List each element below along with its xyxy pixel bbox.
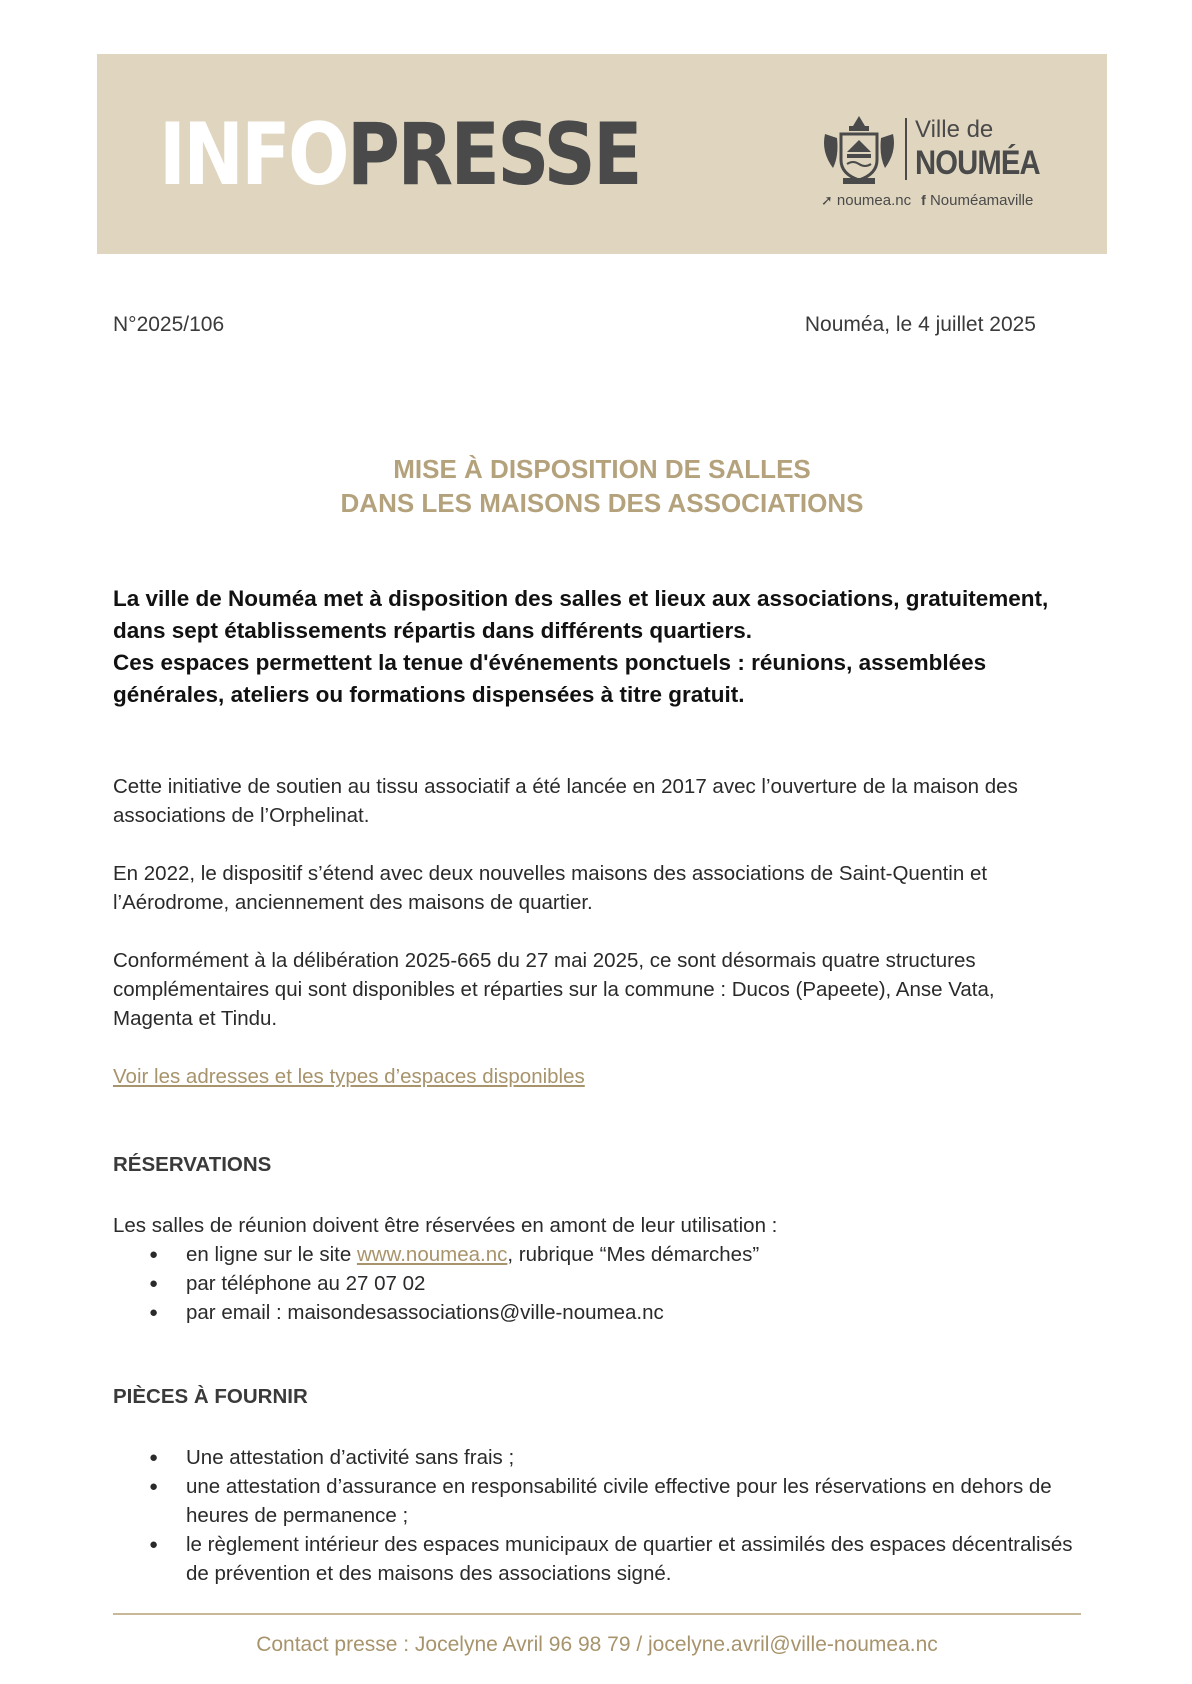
reservations-list <box>113 1240 1073 1327</box>
city-crest-icon <box>819 112 899 186</box>
facebook-icon: f <box>921 192 926 208</box>
body-paragraph-2: En 2022, le dispositif s’étend avec deux nouvelles maisons des associations de Saint-Quentin et l’Aérodrome, anciennement des maisons de quartier. <box>113 862 988 914</box>
piece-item-2: une attestation d’assurance en responsabilité civile effective pour les réservations en dehors de heures de permanence ; <box>186 1475 1052 1527</box>
pieces-heading: PIÈCES À FOURNIR <box>113 1385 308 1408</box>
reservation-online-suffix: , rubrique “Mes démarches” <box>507 1243 760 1266</box>
city-logo-divider <box>905 118 907 180</box>
city-label-big: NOUMÉA <box>915 144 1040 182</box>
press-date: Nouméa, le 4 juillet 2025 <box>804 313 1036 336</box>
brand-logo-infopresse <box>159 105 640 205</box>
facebook-link[interactable] <box>921 192 1033 209</box>
noumea-site-link[interactable]: www.noumea.nc <box>356 1243 508 1266</box>
page-title-line-1: MISE À DISPOSITION DE SALLES <box>393 454 811 484</box>
body-paragraph-3: Conformément à la délibération 2025-665 du 27 mai 2025, ce sont désormais quatre structures complémentaires qui sont disponibles et réparties sur la commune : Ducos (Papeete), Anse Vata, Magenta et Tindu. <box>113 949 995 1030</box>
footer-divider <box>113 1613 1081 1615</box>
reservations-heading: RÉSERVATIONS <box>113 1153 272 1176</box>
addresses-link[interactable]: Voir les adresses et les types d’espaces disponibles <box>113 1065 585 1088</box>
lead-sentence-2: Ces espaces permettent la tenue d'événements ponctuels : réunions, assemblées générales, ateliers ou formations dispensées à titre gratuit. <box>113 650 987 707</box>
arrow-icon: ➚ <box>821 192 833 208</box>
reservation-phone: par téléphone au 27 07 02 <box>186 1272 426 1295</box>
bullet-icon: ● <box>149 1275 159 1292</box>
bullet-icon: ● <box>149 1536 159 1553</box>
list-item <box>113 1443 1073 1472</box>
list-item <box>113 1472 1073 1530</box>
reservations-intro: Les salles de réunion doivent être réservées en amont de leur utilisation : <box>113 1214 778 1237</box>
lead-paragraph <box>113 583 1073 711</box>
site-link-text: noumea.nc <box>836 192 912 209</box>
list-item <box>113 1269 1073 1298</box>
bullet-icon: ● <box>149 1449 159 1466</box>
list-item <box>113 1240 1073 1269</box>
piece-item-1: Une attestation d’activité sans frais ; <box>186 1446 515 1469</box>
list-item <box>113 1530 1073 1588</box>
lead-sentence-1: La ville de Nouméa met à disposition des salles et lieux aux associations, gratuitement, dans sept établissements répartis dans différents quartiers. <box>113 586 1049 643</box>
pieces-list <box>113 1443 1073 1588</box>
reservation-email: par email : maisondesassociations@ville-noumea.nc <box>186 1301 664 1324</box>
addresses-link-paragraph <box>113 1062 1073 1091</box>
city-social-links <box>821 192 1033 209</box>
city-label-small: Ville de <box>915 116 994 143</box>
bullet-icon: ● <box>149 1478 159 1495</box>
reservation-online-prefix: en ligne sur le site <box>186 1243 357 1266</box>
brand-part-presse: PRESSE <box>347 105 640 205</box>
list-item <box>113 1298 1073 1327</box>
piece-item-3: le règlement intérieur des espaces municipaux de quartier et assimilés des espaces décentralisés de prévention et des maisons des associations signé. <box>186 1533 1073 1585</box>
facebook-link-text: Nouméamaville <box>929 192 1034 209</box>
bullet-icon: ● <box>149 1304 159 1321</box>
press-contact: Contact presse : Jocelyne Avril 96 98 79 / jocelyne.avril@ville-noumea.nc <box>256 1633 938 1656</box>
page-title-line-2: DANS LES MAISONS DES ASSOCIATIONS <box>340 488 864 518</box>
header-banner <box>97 54 1107 254</box>
bullet-icon: ● <box>149 1246 159 1263</box>
site-link[interactable] <box>821 192 911 209</box>
body-paragraph-1: Cette initiative de soutien au tissu associatif a été lancée en 2017 avec l’ouverture de la maison des associations de l’Orphelinat. <box>113 775 1018 827</box>
brand-part-info: INFO <box>159 105 348 205</box>
city-logo <box>819 112 1059 212</box>
press-reference-number: N°2025/106 <box>113 313 225 336</box>
